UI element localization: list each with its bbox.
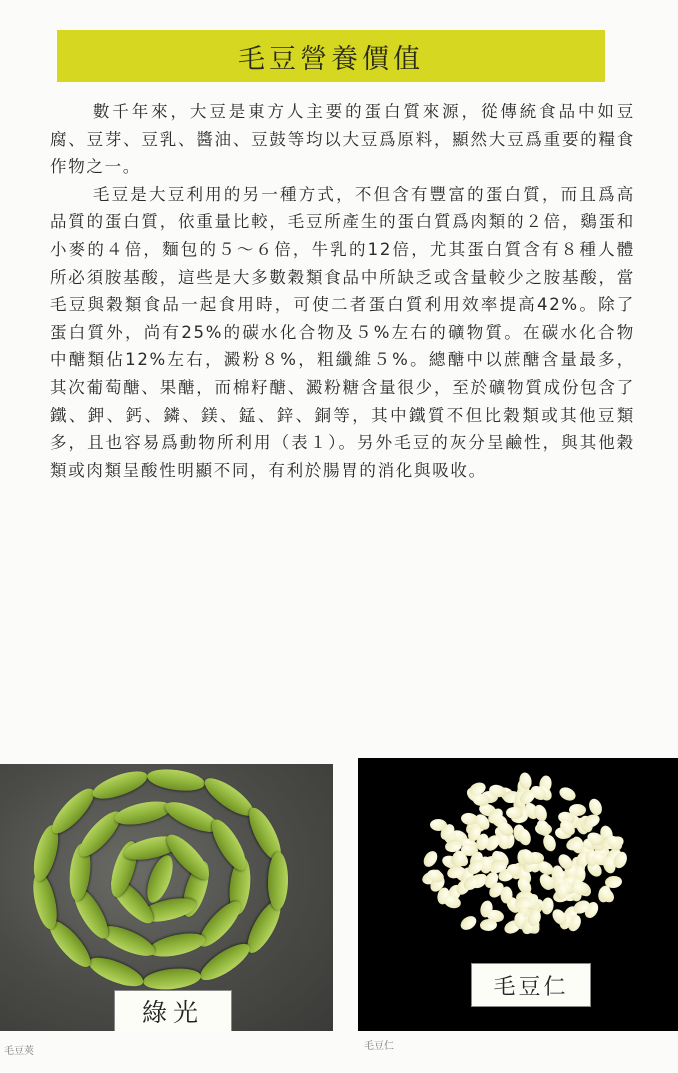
shelled-bean	[605, 875, 623, 889]
edamame-pods-photo	[0, 764, 333, 1031]
beans-label: 毛豆仁	[493, 974, 569, 1000]
edamame-pod	[89, 765, 150, 803]
shelled-bean	[421, 848, 440, 869]
shelled-bean	[557, 785, 578, 803]
shelled-bean	[541, 833, 558, 853]
edamame-pod	[113, 797, 174, 829]
beans-caption: 毛豆仁	[364, 1041, 394, 1052]
shelled-bean	[479, 918, 497, 931]
title-banner	[57, 30, 605, 82]
page-title: 毛豆營養價值	[238, 43, 424, 75]
shelled-bean	[532, 803, 549, 823]
article-body	[50, 98, 635, 484]
edamame-pod	[142, 966, 202, 992]
beans-label-card	[471, 963, 591, 1007]
edamame-pod	[86, 952, 147, 992]
paragraph-1: 數千年來，大豆是東方人主要的蛋白質來源，從傳統食品中如豆腐、豆芽、豆乳、醬油、豆鼓等均以大豆爲原料，顯然大豆爲重要的糧食作物之一。	[50, 102, 635, 177]
edamame-pod	[267, 852, 288, 910]
paragraph-2: 毛豆是大豆利用的另一種方式，不但含有豐富的蛋白質，而且爲高品質的蛋白質，依重量比較，毛豆所產生的蛋白質爲肉類的２倍，鷄蛋和小麥的４倍，麵包的５～６倍，牛乳的12倍，尤其蛋白質含有８種人體所必須胺基酸，這些是大多數穀類食品中所缺乏或含量較少之胺基酸，當毛豆與穀類食品一起食用時，可使二者蛋白質利用效率提高42%。除了蛋白質外，尚有25%的碳水化合物及５%左右的礦物質。在碳水化合物中醣類佔12%左右，澱粉８%，粗纖維５%。總醣中以蔗醣含量最多，其次葡萄醣、果醣，而棉籽醣、澱粉糖含量很少，至於礦物質成份包含了鐵、鉀、鈣、鏻、鎂、錳、鋅、銅等，其中鐵質不但比穀類或其他豆類多，且也容易爲動物所利用（表１）。另外毛豆的灰分呈鹼性，與其他穀類或肉類呈酸性明顯不同，有利於腸胃的消化與吸收。	[50, 184, 635, 480]
shelled-bean	[458, 913, 479, 932]
variety-label: 綠光	[141, 998, 204, 1027]
shelled-bean	[500, 886, 513, 904]
edamame-beans-photo	[358, 758, 678, 1031]
edamame-pod	[147, 930, 208, 962]
edamame-pod	[206, 815, 253, 875]
pods-caption: 毛豆莢	[4, 1046, 34, 1057]
shelled-bean	[516, 827, 533, 847]
edamame-pod	[146, 766, 206, 794]
variety-label-card	[114, 990, 232, 1031]
